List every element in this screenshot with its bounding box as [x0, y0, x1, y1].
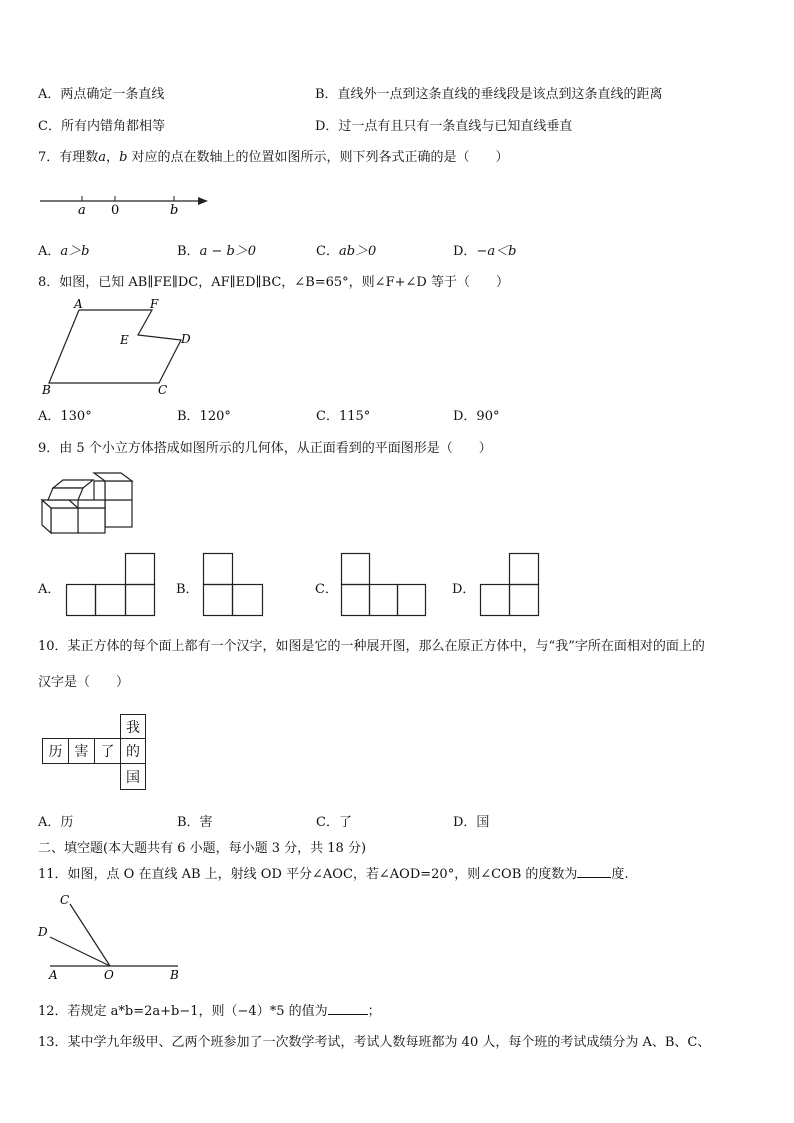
q7-option-c: C．ab＞0: [316, 244, 377, 259]
q7-stem: 7．有理数a，b 对应的点在数轴上的位置如图所示，则下列各式正确的是（ ）: [38, 150, 509, 165]
q11-stem: 11．如图，点 O 在直线 AB 上，射线 OD 平分∠AOC，若∠AOD=20°，则∠COB 的度数为 度.: [38, 867, 629, 882]
q13-stem: 13．某中学九年级甲、乙两个班参加了一次数学考试，考试人数每班都为 40 人，每个班的考试成绩分为 A、B、C、: [38, 1035, 711, 1050]
q8-parallelogram-figure: [40, 298, 200, 398]
q9-option-c-figure: [341, 553, 429, 617]
q6-option-b: B．直线外一点到这条直线的垂线段是该点到这条直线的距离: [315, 87, 663, 102]
q10-stem-line1: 10．某正方体的每个面上都有一个汉字，如图是它的一种展开图，那么在原正方体中，与“我”字所在面相对的面上的: [38, 639, 705, 654]
q12-answer-blank[interactable]: [328, 1014, 368, 1015]
q7-label-zero: 0: [111, 203, 120, 218]
q8-label-a: A: [74, 297, 83, 311]
q11-answer-blank[interactable]: [577, 877, 611, 878]
net-face-le: 了: [94, 738, 120, 764]
q8-label-e: E: [120, 333, 129, 347]
q11-label-o: O: [104, 968, 114, 982]
q10-option-d: D．国: [453, 815, 490, 830]
q10-cube-net: [42, 714, 142, 794]
q9-option-b-figure: [203, 553, 265, 617]
q9-cube-stack-figure: [38, 470, 138, 536]
q7-option-d: D．−a＜b: [453, 244, 517, 259]
q9-option-c: C．: [315, 582, 338, 597]
q8-label-f: F: [150, 297, 159, 311]
net-face-guo: 国: [120, 764, 146, 790]
q9-option-b: B．: [176, 582, 199, 597]
net-face-hai: 害: [68, 738, 94, 764]
q9-option-a: A．: [38, 582, 61, 597]
q9-stem: 9．由 5 个小立方体搭成如图所示的几何体，从正面看到的平面图形是（ ）: [38, 441, 492, 456]
q10-option-c: C．了: [316, 815, 352, 830]
q10-option-b: B．害: [177, 815, 213, 830]
q6-option-c: C．所有内错角都相等: [38, 119, 165, 134]
q9-option-d: D．: [452, 582, 476, 597]
q7-label-a: a: [78, 203, 86, 218]
q11-label-b: B: [170, 968, 179, 982]
q12-stem: 12．若规定 a*b=2a+b−1，则（−4）*5 的值为 ；: [38, 1004, 381, 1019]
q7-option-b: B．a − b＞0: [177, 244, 257, 259]
q10-stem-line2: 汉字是（ ）: [38, 675, 130, 690]
q8-option-c: C．115°: [316, 409, 371, 424]
q7-option-a: A．a＞b: [38, 244, 90, 259]
arrow-right-icon: [198, 197, 208, 205]
q8-option-b: B．120°: [177, 409, 231, 424]
q7-label-b: b: [170, 203, 179, 218]
q6-option-a: A．两点确定一条直线: [38, 87, 165, 102]
q11-angle-figure: [36, 890, 186, 982]
q9-option-d-figure: [480, 553, 542, 617]
q8-stem: 8．如图，已知 AB∥FE∥DC，AF∥ED∥BC，∠B=65°，则∠F+∠D 等于（ ）: [38, 275, 509, 290]
net-face-li: 历: [42, 738, 68, 764]
q8-option-d: D．90°: [453, 409, 500, 424]
q11-label-d: D: [38, 925, 48, 939]
section-title: 二、填空题(本大题共有 6 小题，每小题 3 分，共 18 分): [38, 841, 367, 856]
net-face-wo: 我: [120, 714, 146, 738]
q11-label-a: A: [49, 968, 58, 982]
q8-label-b: B: [42, 383, 51, 397]
q8-label-c: C: [158, 383, 168, 397]
net-face-de: 的: [120, 738, 146, 764]
q8-option-a: A．130°: [38, 409, 92, 424]
q11-label-c: C: [60, 893, 70, 907]
q6-option-d: D．过一点有且只有一条直线与已知直线垂直: [315, 119, 573, 134]
q8-label-d: D: [181, 332, 191, 346]
q7-number-line: [40, 190, 210, 220]
q10-option-a: A．历: [38, 815, 74, 830]
q9-option-a-figure: [66, 553, 158, 617]
